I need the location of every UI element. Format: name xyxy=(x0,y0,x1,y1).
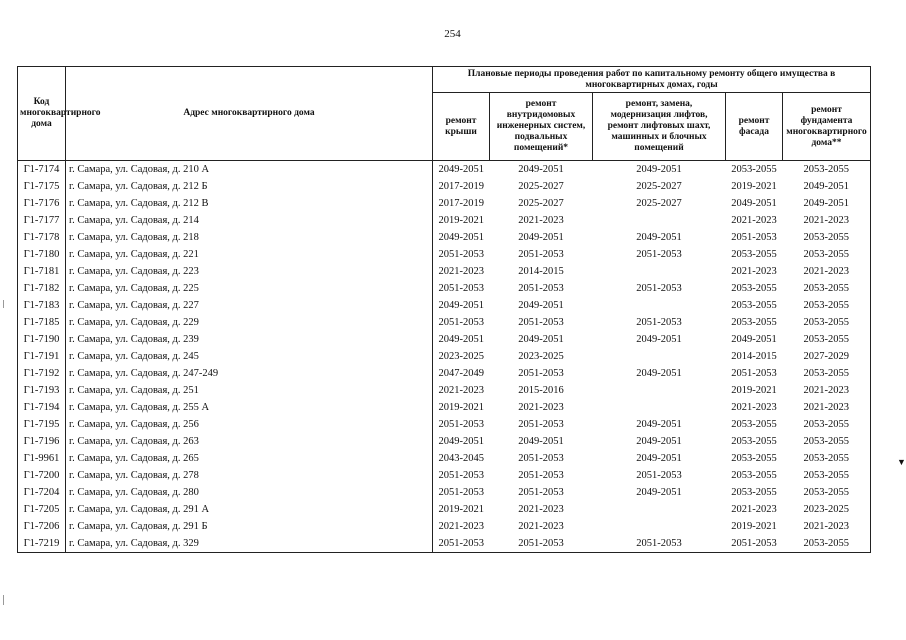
engineering-period: 2014-2015 xyxy=(518,266,564,277)
house-address: г. Самара, ул. Садовая, д. 278 xyxy=(66,467,433,484)
house-code: Г1-7192 xyxy=(18,365,66,382)
elevator-period: 2025-2027 xyxy=(636,181,682,192)
roof-period: 2019-2021 xyxy=(438,504,484,515)
facade-period: 2053-2055 xyxy=(731,453,777,464)
engineering-period: 2051-2053 xyxy=(518,487,564,498)
table-row xyxy=(18,484,871,501)
table-row xyxy=(18,246,871,263)
house-code: Г1-7190 xyxy=(18,331,66,348)
elevator-period xyxy=(593,348,726,365)
facade-period: 2021-2023 xyxy=(731,504,777,515)
elevator-period xyxy=(593,501,726,518)
engineering-period: 2021-2023 xyxy=(518,521,564,532)
header-facade: ремонт фасада xyxy=(726,93,783,161)
facade-period: 2053-2055 xyxy=(731,487,777,498)
engineering-period: 2051-2053 xyxy=(518,283,564,294)
repair-schedule-table xyxy=(17,66,871,553)
roof-period: 2021-2023 xyxy=(438,266,484,277)
house-code: Г1-7204 xyxy=(18,484,66,501)
elevator-period xyxy=(593,297,726,314)
roof-period: 2019-2021 xyxy=(438,402,484,413)
table-row xyxy=(18,348,871,365)
house-address: г. Самара, ул. Садовая, д. 265 xyxy=(66,450,433,467)
foundation-period: 2053-2055 xyxy=(783,314,871,331)
foundation-period: 2053-2055 xyxy=(783,280,871,297)
foundation-period: 2053-2055 xyxy=(783,416,871,433)
roof-period: 2051-2053 xyxy=(438,487,484,498)
facade-period: 2051-2053 xyxy=(726,535,783,553)
table-row xyxy=(18,518,871,535)
header-address: Адрес многоквартирного дома xyxy=(66,67,433,161)
house-code: Г1-7206 xyxy=(18,518,66,535)
margin-arrow-icon: ▼ xyxy=(897,457,906,467)
foundation-period: 2053-2055 xyxy=(783,433,871,450)
header-roof: ремонт крыши xyxy=(433,93,490,161)
house-address: г. Самара, ул. Садовая, д. 245 xyxy=(66,348,433,365)
house-address: г. Самара, ул. Садовая, д. 210 А xyxy=(66,161,433,179)
house-code: Г1-7194 xyxy=(18,399,66,416)
header-foundation: ремонт фундамента многоквартирного дома** xyxy=(783,93,871,161)
house-code: Г1-7195 xyxy=(18,416,66,433)
facade-period: 2021-2023 xyxy=(731,215,777,226)
house-code: Г1-7200 xyxy=(18,467,66,484)
house-address: г. Самара, ул. Садовая, д. 329 xyxy=(66,535,433,553)
table-row xyxy=(18,229,871,246)
table-row xyxy=(18,501,871,518)
header-elevators: ремонт, замена, модернизация лифтов, ремонт лифтовых шахт, машинных и блочных помещений xyxy=(593,93,726,161)
facade-period: 2051-2053 xyxy=(731,368,777,379)
engineering-period: 2051-2053 xyxy=(518,249,564,260)
facade-period: 2053-2055 xyxy=(731,317,777,328)
foundation-period: 2053-2055 xyxy=(783,331,871,348)
table-row xyxy=(18,433,871,450)
house-address: г. Самара, ул. Садовая, д. 212 Б xyxy=(66,178,433,195)
elevator-period: 2051-2053 xyxy=(636,317,682,328)
table-row xyxy=(18,450,871,467)
header-engineering: ремонт внутридомовых инженерных систем, подвальных помещений* xyxy=(490,93,593,161)
table-row xyxy=(18,416,871,433)
foundation-period: 2027-2029 xyxy=(783,348,871,365)
table-row xyxy=(18,331,871,348)
engineering-period: 2049-2051 xyxy=(518,232,564,243)
engineering-period: 2025-2027 xyxy=(518,181,564,192)
foundation-period: 2049-2051 xyxy=(783,178,871,195)
facade-period: 2053-2055 xyxy=(731,470,777,481)
foundation-period: 2021-2023 xyxy=(783,518,871,535)
roof-period: 2049-2051 xyxy=(438,436,484,447)
roof-period: 2023-2025 xyxy=(438,351,484,362)
house-code: Г1-7185 xyxy=(18,314,66,331)
elevator-period: 2049-2051 xyxy=(636,436,682,447)
foundation-period: 2053-2055 xyxy=(783,484,871,501)
house-address: г. Самара, ул. Садовая, д. 256 xyxy=(66,416,433,433)
roof-period: 2051-2053 xyxy=(438,283,484,294)
engineering-period: 2015-2016 xyxy=(518,385,564,396)
facade-period: 2021-2023 xyxy=(731,266,777,277)
house-code: Г1-7219 xyxy=(18,535,66,553)
foundation-period: 2023-2025 xyxy=(783,501,871,518)
elevator-period: 2051-2053 xyxy=(636,249,682,260)
house-address: г. Самара, ул. Садовая, д. 212 В xyxy=(66,195,433,212)
engineering-period: 2051-2053 xyxy=(518,470,564,481)
table-row xyxy=(18,467,871,484)
roof-period: 2021-2023 xyxy=(438,385,484,396)
table-row xyxy=(18,195,871,212)
facade-period: 2051-2053 xyxy=(731,232,777,243)
house-code: Г1-7176 xyxy=(18,195,66,212)
foundation-period: 2021-2023 xyxy=(783,263,871,280)
facade-period: 2053-2055 xyxy=(731,300,777,311)
roof-period: 2051-2053 xyxy=(438,249,484,260)
house-code: Г1-7181 xyxy=(18,263,66,280)
table-row xyxy=(18,399,871,416)
house-code: Г1-9961 xyxy=(18,450,66,467)
engineering-period: 2051-2053 xyxy=(518,368,564,379)
engineering-period: 2051-2053 xyxy=(518,317,564,328)
house-address: г. Самара, ул. Садовая, д. 239 xyxy=(66,331,433,348)
house-address: г. Самара, ул. Садовая, д. 221 xyxy=(66,246,433,263)
engineering-period: 2049-2051 xyxy=(518,334,564,345)
edge-tick xyxy=(3,300,4,308)
facade-period: 2053-2055 xyxy=(731,283,777,294)
elevator-period xyxy=(593,399,726,416)
house-address: г. Самара, ул. Садовая, д. 218 xyxy=(66,229,433,246)
roof-period: 2051-2053 xyxy=(438,317,484,328)
table-row xyxy=(18,365,871,382)
house-address: г. Самара, ул. Садовая, д. 214 xyxy=(66,212,433,229)
house-address: г. Самара, ул. Садовая, д. 280 xyxy=(66,484,433,501)
elevator-period: 2049-2051 xyxy=(636,368,682,379)
house-address: г. Самара, ул. Садовая, д. 229 xyxy=(66,314,433,331)
house-address: г. Самара, ул. Садовая, д. 225 xyxy=(66,280,433,297)
elevator-period: 2049-2051 xyxy=(636,487,682,498)
foundation-period: 2021-2023 xyxy=(783,399,871,416)
house-code: Г1-7178 xyxy=(18,229,66,246)
roof-period: 2049-2051 xyxy=(438,300,484,311)
elevator-period: 2049-2051 xyxy=(636,453,682,464)
foundation-period: 2021-2023 xyxy=(783,212,871,229)
house-address: г. Самара, ул. Садовая, д. 227 xyxy=(66,297,433,314)
engineering-period: 2021-2023 xyxy=(518,402,564,413)
table-row xyxy=(18,178,871,195)
roof-period: 2051-2053 xyxy=(433,535,490,553)
foundation-period: 2053-2055 xyxy=(783,229,871,246)
facade-period: 2019-2021 xyxy=(731,385,777,396)
foundation-period: 2053-2055 xyxy=(783,450,871,467)
header-group: Плановые периоды проведения работ по капитальному ремонту общего имущества в многоквартирных домах, годы xyxy=(433,67,871,93)
table-row xyxy=(18,263,871,280)
table-body xyxy=(18,161,871,553)
elevator-period: 2051-2053 xyxy=(636,470,682,481)
facade-period: 2049-2051 xyxy=(731,334,777,345)
table-row xyxy=(18,535,871,553)
roof-period: 2043-2045 xyxy=(438,453,484,464)
foundation-period: 2053-2055 xyxy=(783,161,871,179)
facade-period: 2049-2051 xyxy=(731,198,777,209)
engineering-period: 2051-2053 xyxy=(518,419,564,430)
engineering-period: 2049-2051 xyxy=(518,164,564,175)
house-address: г. Самара, ул. Садовая, д. 291 А xyxy=(66,501,433,518)
house-address: г. Самара, ул. Садовая, д. 291 Б xyxy=(66,518,433,535)
house-code: Г1-7193 xyxy=(18,382,66,399)
engineering-period: 2049-2051 xyxy=(518,436,564,447)
elevator-period: 2049-2051 xyxy=(636,419,682,430)
facade-period: 2021-2023 xyxy=(731,402,777,413)
foundation-period: 2053-2055 xyxy=(783,365,871,382)
house-address: г. Самара, ул. Садовая, д. 255 А xyxy=(66,399,433,416)
header-code: Код многоквартирного дома xyxy=(18,67,66,161)
engineering-period: 2051-2053 xyxy=(518,453,564,464)
foundation-period: 2049-2051 xyxy=(783,195,871,212)
table-row xyxy=(18,280,871,297)
house-code: Г1-7180 xyxy=(18,246,66,263)
roof-period: 2049-2051 xyxy=(438,232,484,243)
roof-period: 2051-2053 xyxy=(438,419,484,430)
elevator-period: 2051-2053 xyxy=(593,535,726,553)
roof-period: 2017-2019 xyxy=(438,198,484,209)
foundation-period: 2053-2055 xyxy=(783,535,871,553)
roof-period: 2017-2019 xyxy=(438,181,484,192)
house-code: Г1-7205 xyxy=(18,501,66,518)
facade-period: 2053-2055 xyxy=(731,249,777,260)
house-code: Г1-7191 xyxy=(18,348,66,365)
table-row xyxy=(18,161,871,179)
engineering-period: 2023-2025 xyxy=(518,351,564,362)
house-code: Г1-7174 xyxy=(18,161,66,179)
engineering-period: 2021-2023 xyxy=(518,504,564,515)
house-address: г. Самара, ул. Садовая, д. 247-249 xyxy=(66,365,433,382)
roof-period: 2051-2053 xyxy=(438,470,484,481)
table-row xyxy=(18,212,871,229)
foundation-period: 2053-2055 xyxy=(783,297,871,314)
elevator-period xyxy=(593,263,726,280)
engineering-period: 2051-2053 xyxy=(490,535,593,553)
house-code: Г1-7182 xyxy=(18,280,66,297)
house-code: Г1-7183 xyxy=(18,297,66,314)
roof-period: 2047-2049 xyxy=(438,368,484,379)
table-row xyxy=(18,297,871,314)
elevator-period xyxy=(593,212,726,229)
roof-period: 2021-2023 xyxy=(438,521,484,532)
foundation-period: 2053-2055 xyxy=(783,467,871,484)
elevator-period xyxy=(593,518,726,535)
facade-period: 2014-2015 xyxy=(731,351,777,362)
engineering-period: 2025-2027 xyxy=(518,198,564,209)
house-code: Г1-7175 xyxy=(18,178,66,195)
roof-period: 2019-2021 xyxy=(438,215,484,226)
elevator-period: 2051-2053 xyxy=(636,283,682,294)
table-row xyxy=(18,314,871,331)
house-code: Г1-7196 xyxy=(18,433,66,450)
engineering-period: 2021-2023 xyxy=(518,215,564,226)
house-address: г. Самара, ул. Садовая, д. 251 xyxy=(66,382,433,399)
engineering-period: 2049-2051 xyxy=(518,300,564,311)
facade-period: 2019-2021 xyxy=(731,521,777,532)
roof-period: 2049-2051 xyxy=(438,334,484,345)
facade-period: 2053-2055 xyxy=(731,436,777,447)
house-code: Г1-7177 xyxy=(18,212,66,229)
foundation-period: 2053-2055 xyxy=(783,246,871,263)
facade-period: 2053-2055 xyxy=(731,164,777,175)
house-address: г. Самара, ул. Садовая, д. 223 xyxy=(66,263,433,280)
foundation-period: 2021-2023 xyxy=(783,382,871,399)
elevator-period: 2049-2051 xyxy=(636,334,682,345)
house-address: г. Самара, ул. Садовая, д. 263 xyxy=(66,433,433,450)
facade-period: 2053-2055 xyxy=(731,419,777,430)
table-row xyxy=(18,382,871,399)
edge-tick xyxy=(3,595,4,605)
elevator-period: 2049-2051 xyxy=(636,164,682,175)
elevator-period xyxy=(593,382,726,399)
elevator-period: 2025-2027 xyxy=(636,198,682,209)
elevator-period: 2049-2051 xyxy=(636,232,682,243)
page-number: 254 xyxy=(444,28,461,40)
roof-period: 2049-2051 xyxy=(438,164,484,175)
facade-period: 2019-2021 xyxy=(731,181,777,192)
